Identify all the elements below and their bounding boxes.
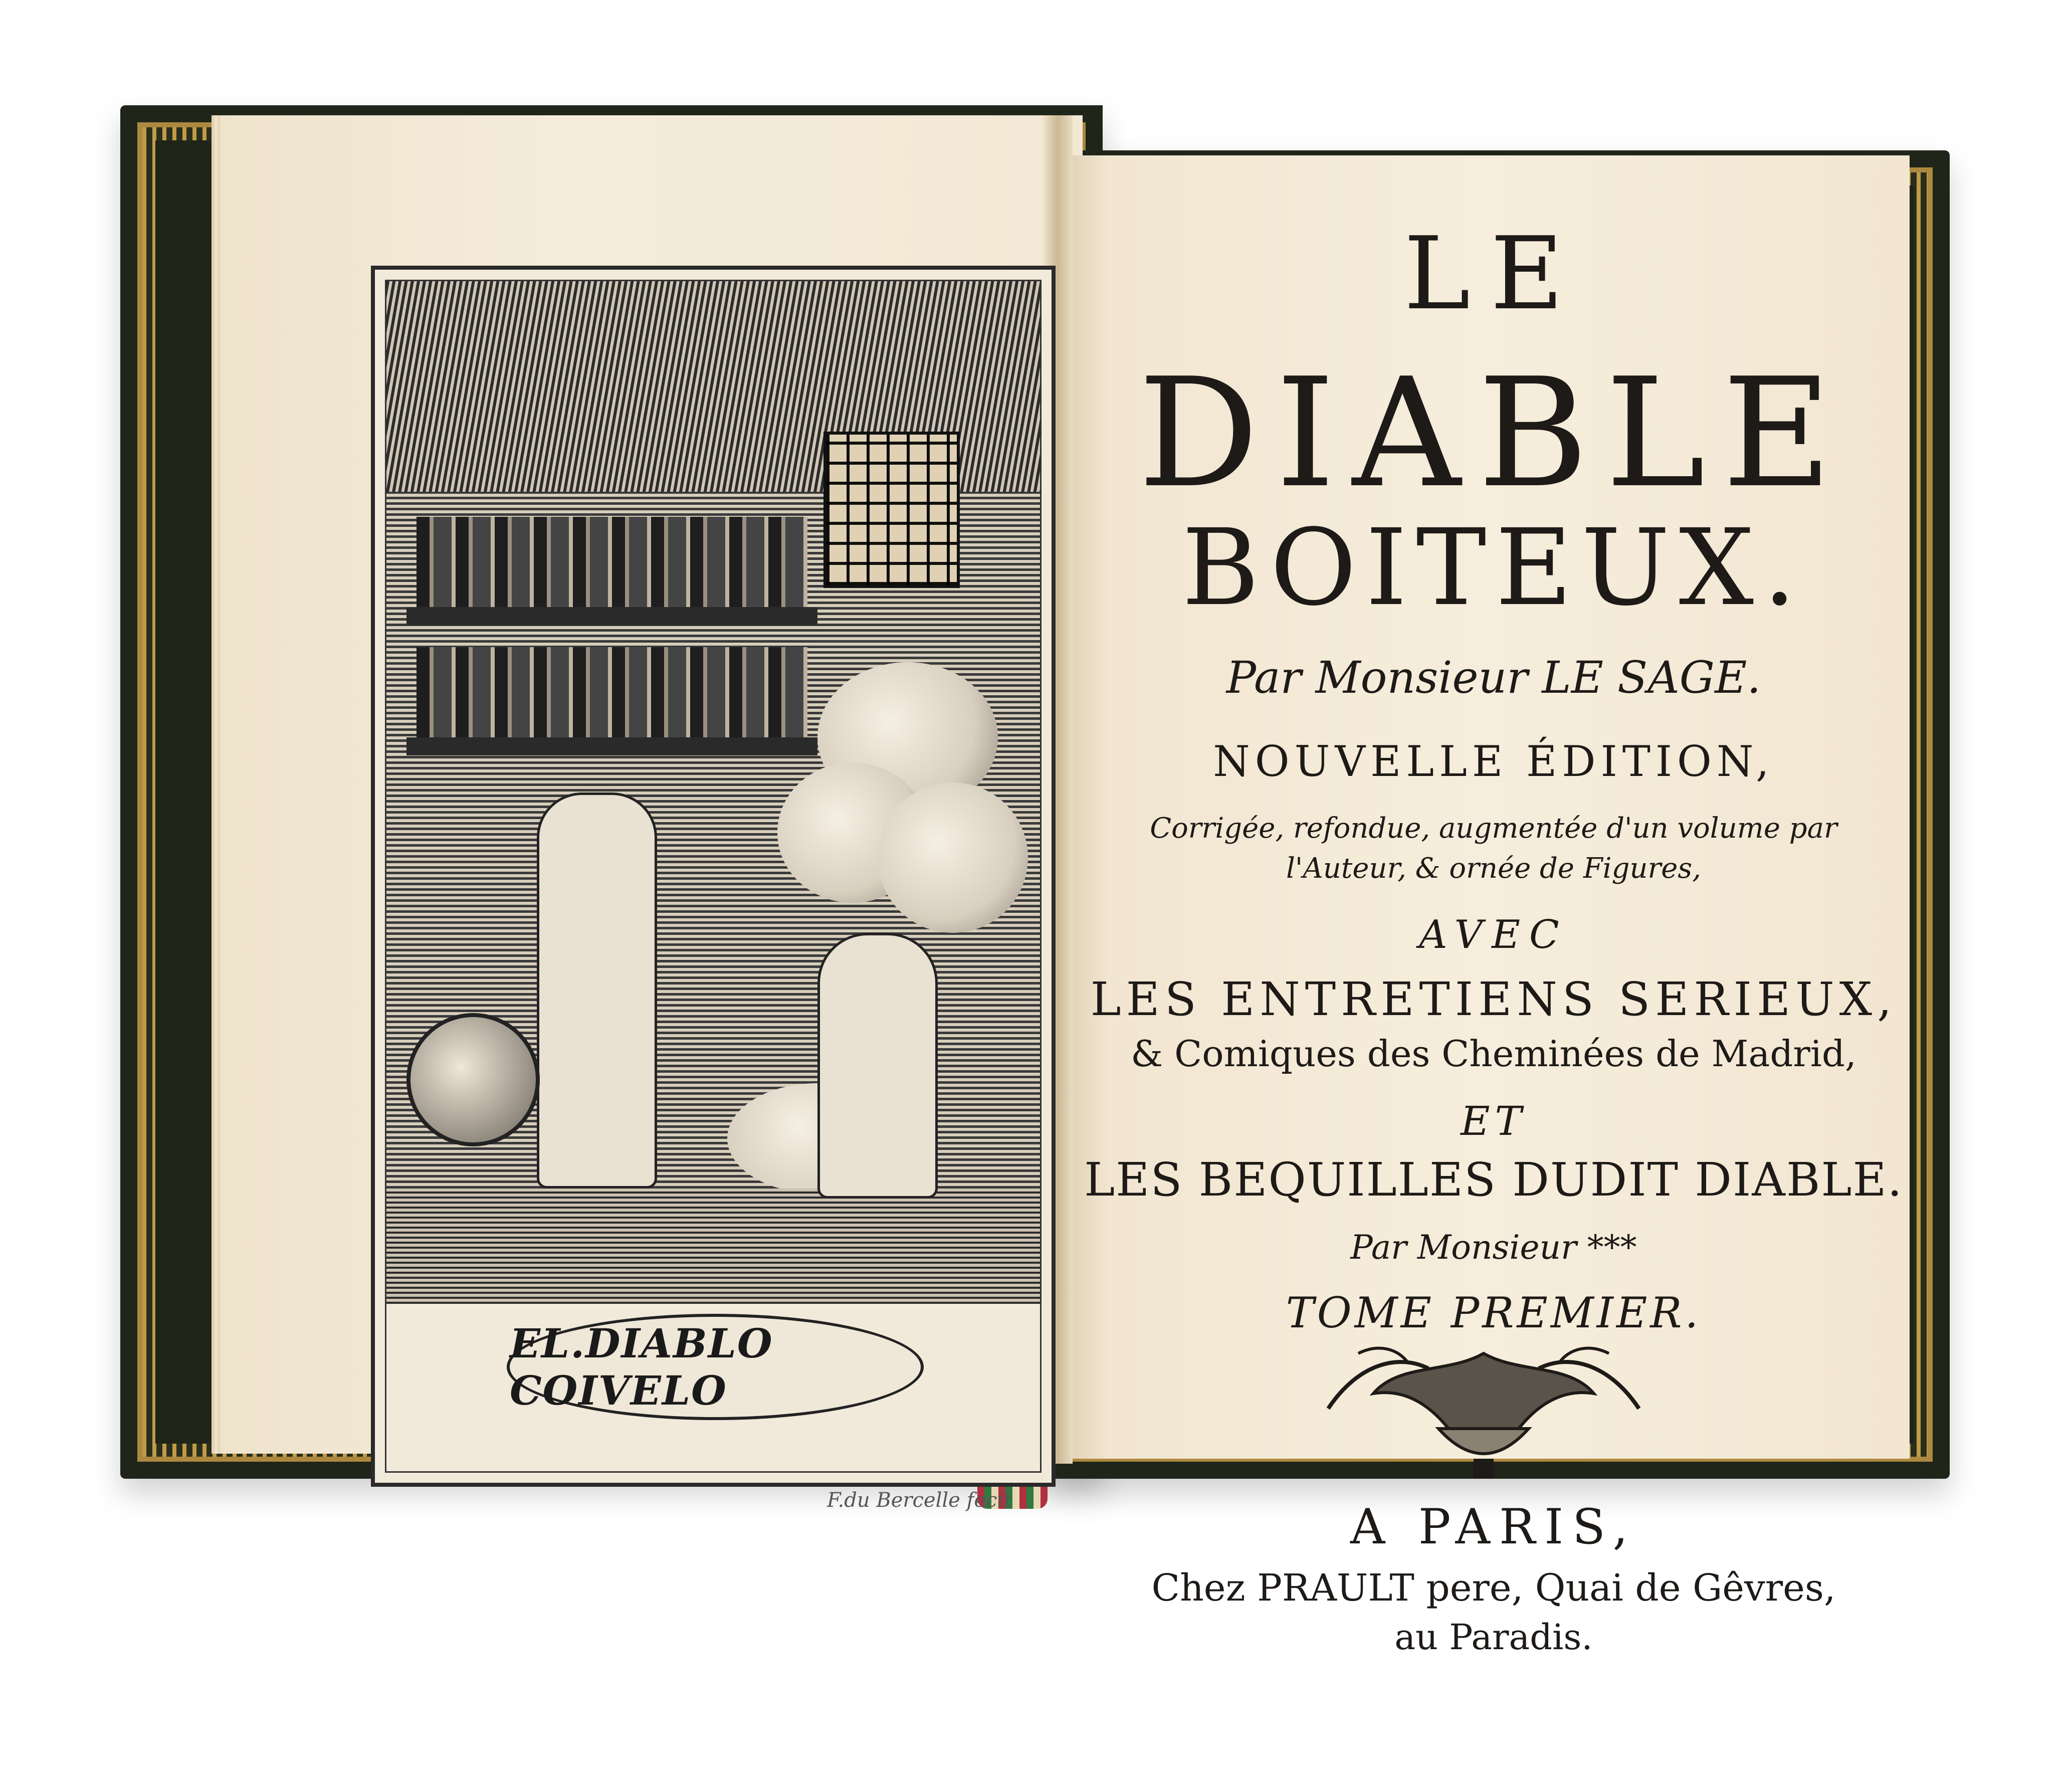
et-line: ET [1461,1098,1527,1144]
edition-note-1: Corrigée, refondue, augmentée d'un volume par [1150,812,1837,845]
printers-ornament [1298,1333,1669,1494]
title-boiteux: BOITEUX. [1182,506,1805,629]
publisher-line: Chez PRAULT pere, Quai de Gêvres, [1151,1566,1836,1610]
globe [406,1013,540,1146]
second-author-line: Par Monsieur *** [1350,1228,1637,1267]
cartouche-text: EL.DIABLO COIVELO [510,1320,773,1414]
avec-line: AVEC [1419,912,1568,957]
author-line: Par Monsieur LE SAGE. [1226,652,1761,703]
title-le: LE [1403,216,1584,332]
edition-note-2: l'Auteur, & ornée de Figures, [1286,852,1701,885]
student-figure [537,793,657,1189]
address-line: au Paradis. [1394,1617,1593,1658]
comiques-line: & Comiques des Cheminées de Madrid, [1131,1033,1856,1075]
edition-line: NOUVELLE ÉDITION, [1213,737,1774,786]
frontispiece-engraving [371,266,1056,1487]
title-diable: DIABLE [1138,346,1849,521]
place-line: A PARIS, [1350,1499,1637,1555]
bequilles-line: LES BEQUILLES DUDIT DIABLE. [1084,1153,1903,1207]
bookshelf-books [417,517,807,607]
engraving-cartouche [507,1314,924,1420]
lattice-window [823,432,960,588]
devil-figure [817,933,938,1199]
tome-line: TOME PREMIER. [1286,1288,1702,1337]
engraver-signature: F.du Bercelle fecit [827,1489,1012,1512]
stage-floor [386,1189,1040,1304]
entretiens-line: LES ENTRETIENS SERIEUX, [1090,972,1897,1026]
